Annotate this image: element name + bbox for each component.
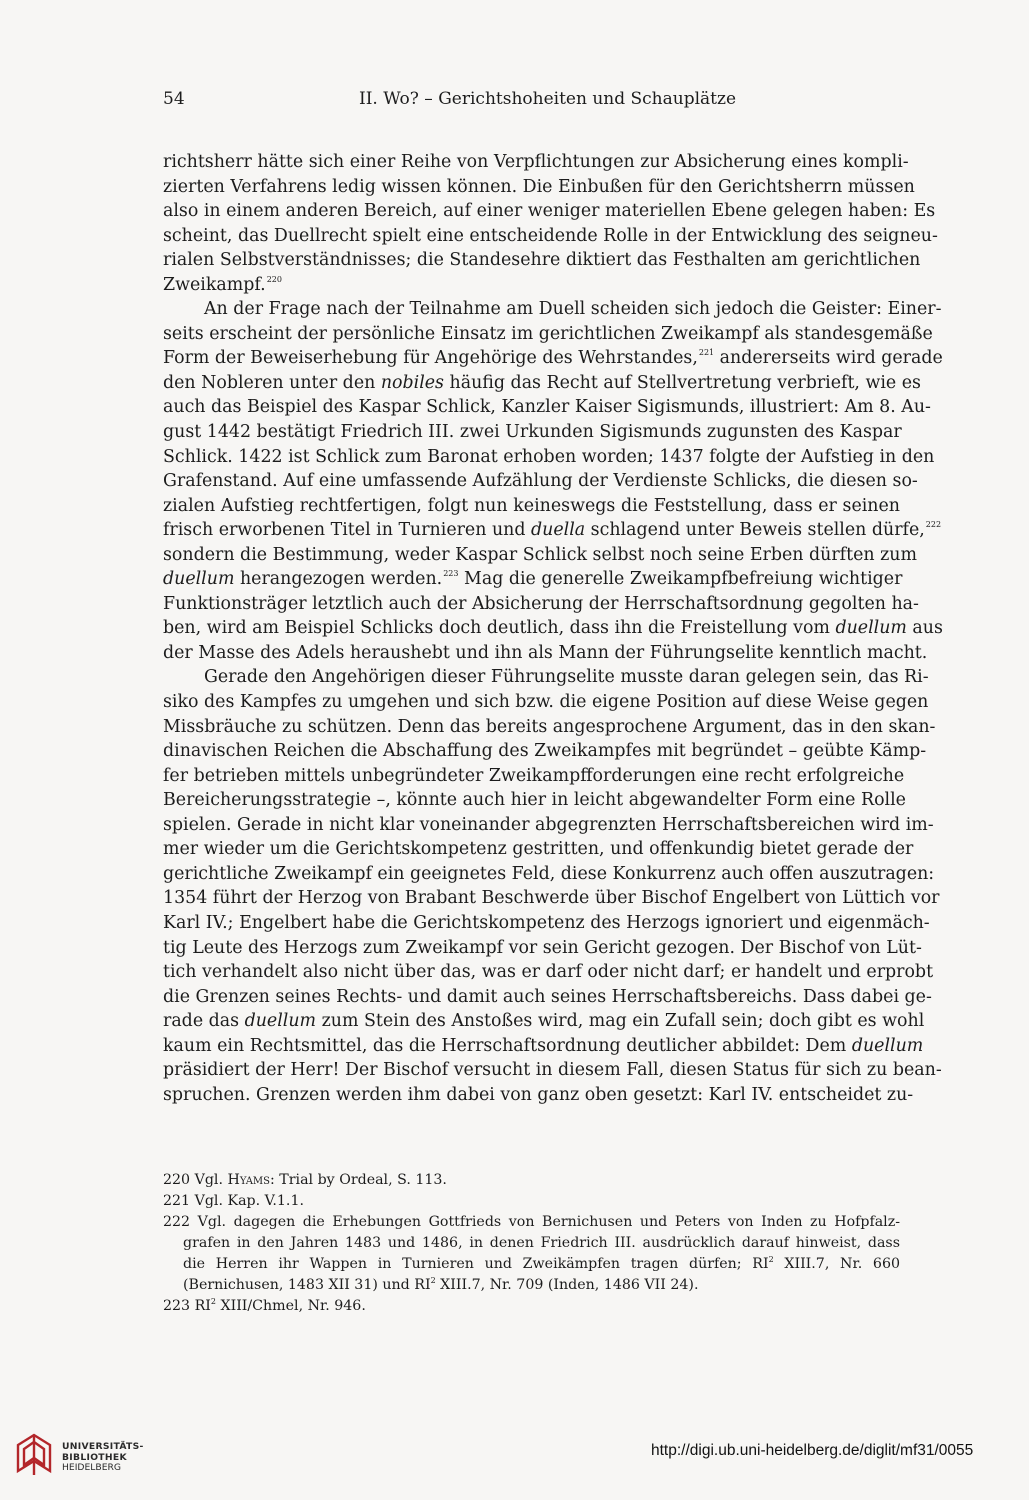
text-span: Missbräuche zu schützen. Denn das bereits angesprochene Argument, das in den skan- bbox=[163, 716, 936, 737]
text-span: häufig das Recht auf Stellvertretung verbrieft, wie es bbox=[444, 372, 921, 393]
text-line bbox=[163, 862, 935, 887]
text-line bbox=[163, 1034, 924, 1059]
text-span: schlagend unter Beweis stellen dürfe, bbox=[585, 520, 925, 541]
body-text bbox=[163, 150, 943, 1107]
text-span: seits erscheint der persönliche Einsatz im gerichtlichen Zweikampf als standesgemäße bbox=[163, 323, 933, 344]
text-line bbox=[163, 346, 943, 371]
text-line bbox=[163, 690, 929, 715]
text-span: sondern die Bestimmung, weder Kaspar Schlick selbst noch seine Erben dürften zum bbox=[163, 544, 917, 565]
text-span: frisch erworbenen Titel in Turnieren und bbox=[163, 520, 532, 541]
text-span: ben, wird am Beispiel Schlicks doch deutlich, dass ihn die Freistellung vom bbox=[163, 618, 836, 639]
library-logo-icon bbox=[12, 1431, 56, 1477]
running-header bbox=[163, 89, 900, 113]
text-line bbox=[163, 469, 918, 494]
text-span: mer wieder um die Gerichtskompetenz gestritten, und offenkundig bietet gerade der bbox=[163, 839, 914, 860]
text-span: Form der Beweiserhebung für Angehörige des Wehrstandes, bbox=[163, 348, 698, 369]
source-url-link[interactable]: http://digi.ub.uni-heidelberg.de/diglit/mf31/0055 bbox=[651, 1442, 974, 1459]
text-span: tich verhandelt also nicht über das, was er darf oder nicht darf; er handelt und erprobt bbox=[163, 962, 934, 983]
text-span: siko des Kampfes zu umgehen und sich bzw. die eigene Position auf diese Weise gegen bbox=[163, 692, 929, 713]
text-span: herangezogen werden. bbox=[234, 569, 443, 590]
text-span: gust 1442 bestätigt Friedrich III. zwei Urkunden Sigismunds zugunsten des Kaspar bbox=[163, 422, 902, 443]
text-span: andererseits wird gerade bbox=[714, 348, 943, 369]
text-span: Mag die generelle Zweikampfbefreiung wichtiger bbox=[458, 569, 903, 590]
italic-term: nobiles bbox=[380, 372, 444, 393]
viewer-footer bbox=[0, 1425, 1029, 1500]
text-span: der Masse des Adels heraushebt und ihn als Mann der Führungselite kenntlich macht. bbox=[163, 642, 928, 663]
text-line bbox=[163, 641, 928, 666]
library-name: UNIVERSITÄTS- BIBLIOTHEK HEIDELBERG bbox=[62, 1441, 144, 1473]
text-span: spielen. Gerade in nicht klar voneinander abgegrenzten Herrschaftsbereichen wird im- bbox=[163, 814, 934, 835]
italic-term: duella bbox=[531, 520, 586, 541]
text-span: dinavischen Reichen die Abschaffung des Zweikampfes mit begründet – geübte Kämp- bbox=[163, 741, 927, 762]
text-line bbox=[163, 567, 903, 592]
text-span: die Grenzen seines Rechts- und damit auch seines Herrschaftsbereichs. Dass dabei ge- bbox=[163, 986, 932, 1007]
text-span: kaum ein Rechtsmittel, das die Herrschaftsordnung deutlicher abbildet: Dem bbox=[163, 1035, 852, 1056]
footnote-222: 222 Vgl. dagegen die Erhebungen Gottfrieds von Bernichusen und Peters von Inden zu Hofpfalz- bbox=[163, 1214, 900, 1230]
text-line bbox=[163, 592, 919, 617]
text-span: also in einem anderen Bereich, auf einer weniger materiellen Ebene gelegen haben: Es bbox=[163, 201, 936, 222]
text-span: Gerade den Angehörigen dieser Führungselite musste daran gelegen sein, das Ri- bbox=[204, 667, 929, 688]
text-line bbox=[163, 1009, 925, 1034]
text-line bbox=[163, 199, 936, 224]
text-line bbox=[163, 518, 942, 543]
text-span: Karl IV.; Engelbert habe die Gerichtskompetenz des Herzogs ignoriert und eigenmäch- bbox=[163, 912, 930, 933]
text-line bbox=[163, 960, 934, 985]
text-span: Schlick. 1422 ist Schlick zum Baronat erhoben worden; 1437 folgte der Aufstieg in den bbox=[163, 446, 935, 467]
text-line bbox=[163, 395, 931, 420]
text-span: Bereicherungsstrategie –, könnte auch hier in leicht abgewandelter Form eine Rolle bbox=[163, 790, 906, 811]
italic-term: duellum bbox=[851, 1035, 924, 1056]
text-line bbox=[163, 420, 900, 445]
text-span: rade das bbox=[163, 1011, 245, 1032]
text-span: Grafenstand. Auf eine umfassende Aufzählung der Verdienste Schlicks, die diesen so- bbox=[163, 471, 918, 492]
text-span: zierten Verfahrens ledig wissen können. Die Einbußen für den Gerichtsherrn müssen bbox=[163, 176, 915, 197]
text-span: 1354 führt der Herzog von Brabant Beschwerde über Bischof Engelbert von Lüttich vor bbox=[163, 888, 940, 909]
text-line bbox=[163, 175, 915, 200]
italic-term: duellum bbox=[244, 1011, 317, 1032]
text-line bbox=[163, 739, 927, 764]
text-span: zialen Aufstieg rechtfertigen, folgt nun keineswegs die Feststellung, dass er seinen bbox=[163, 495, 900, 516]
text-span: scheint, das Duellrecht spielt eine entscheidende Rolle in der Entwicklung des seigneu- bbox=[163, 225, 938, 246]
text-line bbox=[163, 248, 921, 273]
footnote-222-cont: (Bernichusen, 1483 XII 31) und $RI^2$ XIII.7, Nr. 709 (Inden, 1486 VII 24). bbox=[183, 1276, 699, 1293]
text-line bbox=[163, 224, 938, 249]
text-span: Zweikampf. bbox=[163, 274, 266, 295]
text-span: An der Frage nach der Teilnahme am Duell scheiden sich jedoch die Geister: Einer- bbox=[204, 299, 942, 320]
text-span: aus bbox=[906, 618, 943, 639]
text-line bbox=[163, 150, 909, 175]
text-span: gerichtliche Zweikampf ein geeignetes Feld, diese Konkurrenz auch offen auszutragen: bbox=[163, 863, 935, 884]
page-number: 54 bbox=[163, 89, 185, 109]
text-line bbox=[163, 616, 943, 641]
footnote-marker: 220 bbox=[266, 274, 282, 284]
footnote-223: 223 $RI^2$ XIII/Chmel, Nr. 946. bbox=[163, 1297, 366, 1314]
text-span: spruchen. Grenzen werden ihm dabei von ganz oben gesetzt: Karl IV. entscheidet zu- bbox=[163, 1084, 914, 1105]
text-line bbox=[163, 813, 934, 838]
text-line bbox=[163, 1083, 914, 1108]
text-line bbox=[163, 764, 905, 789]
text-line bbox=[163, 445, 935, 470]
text-span: rialen Selbstverständnisses; die Standesehre diktiert das Festhalten am gerichtlichen bbox=[163, 250, 921, 271]
text-span: Funktionsträger letztlich auch der Absicherung der Herrschaftsordnung gegolten ha- bbox=[163, 593, 919, 614]
text-span: zum Stein des Anstoßes wird, mag ein Zufall sein; doch gibt es wohl bbox=[316, 1011, 925, 1032]
text-line bbox=[163, 371, 921, 396]
text-span: fer betrieben mittels unbegründeter Zweikampfforderungen eine recht erfolgreiche bbox=[163, 765, 905, 786]
text-line bbox=[163, 1058, 942, 1083]
text-line bbox=[163, 543, 917, 568]
text-line bbox=[163, 715, 936, 740]
text-line bbox=[163, 273, 900, 298]
text-span: tig Leute des Herzogs zum Zweikampf vor sein Gericht gezogen. Der Bischof von Lüt- bbox=[163, 937, 922, 958]
text-span: den Nobleren unter den bbox=[163, 372, 381, 393]
text-line bbox=[163, 886, 940, 911]
text-span: richtsherr hätte sich einer Reihe von Verpflichtungen zur Absicherung eines kompli- bbox=[163, 152, 909, 172]
text-line bbox=[163, 788, 906, 813]
italic-term: duellum bbox=[835, 618, 907, 639]
footnote-222-cont: grafen in den Jahren 1483 und 1486, in denen Friedrich III. ausdrücklich darauf hinweist, dass bbox=[183, 1235, 900, 1251]
text-line bbox=[163, 494, 900, 519]
text-line bbox=[163, 936, 922, 961]
running-title: II. Wo? – Gerichtshoheiten und Schauplätze bbox=[359, 89, 737, 109]
italic-term: duellum bbox=[163, 569, 235, 590]
text-line bbox=[163, 911, 930, 936]
footnote-marker: 222 bbox=[925, 520, 942, 530]
text-line bbox=[163, 297, 942, 322]
text-line bbox=[163, 665, 929, 690]
footnote-220: 220 Vgl. Hyams: Trial by Ordeal, S. 113. bbox=[163, 1172, 447, 1188]
footnotes bbox=[163, 1170, 900, 1317]
text-span: präsidiert der Herr! Der Bischof versucht in diesem Fall, diesen Status für sich zu bean- bbox=[163, 1060, 942, 1081]
text-span: auch das Beispiel des Kaspar Schlick, Kanzler Kaiser Sigismunds, illustriert: Am 8. Au- bbox=[163, 397, 931, 418]
text-line bbox=[163, 322, 933, 347]
footnote-marker: 221 bbox=[698, 348, 715, 358]
text-line bbox=[163, 837, 914, 862]
footnote-222-cont: die Herren ihr Wappen in Turnieren und Zweikämpfen tragen dürfen; $RI^2$ XIII.7, Nr. 660 bbox=[183, 1255, 900, 1272]
text-line bbox=[163, 985, 932, 1010]
footnote-221: 221 Vgl. Kap. V.1.1. bbox=[163, 1193, 304, 1209]
footnote-marker: 223 bbox=[443, 569, 459, 579]
